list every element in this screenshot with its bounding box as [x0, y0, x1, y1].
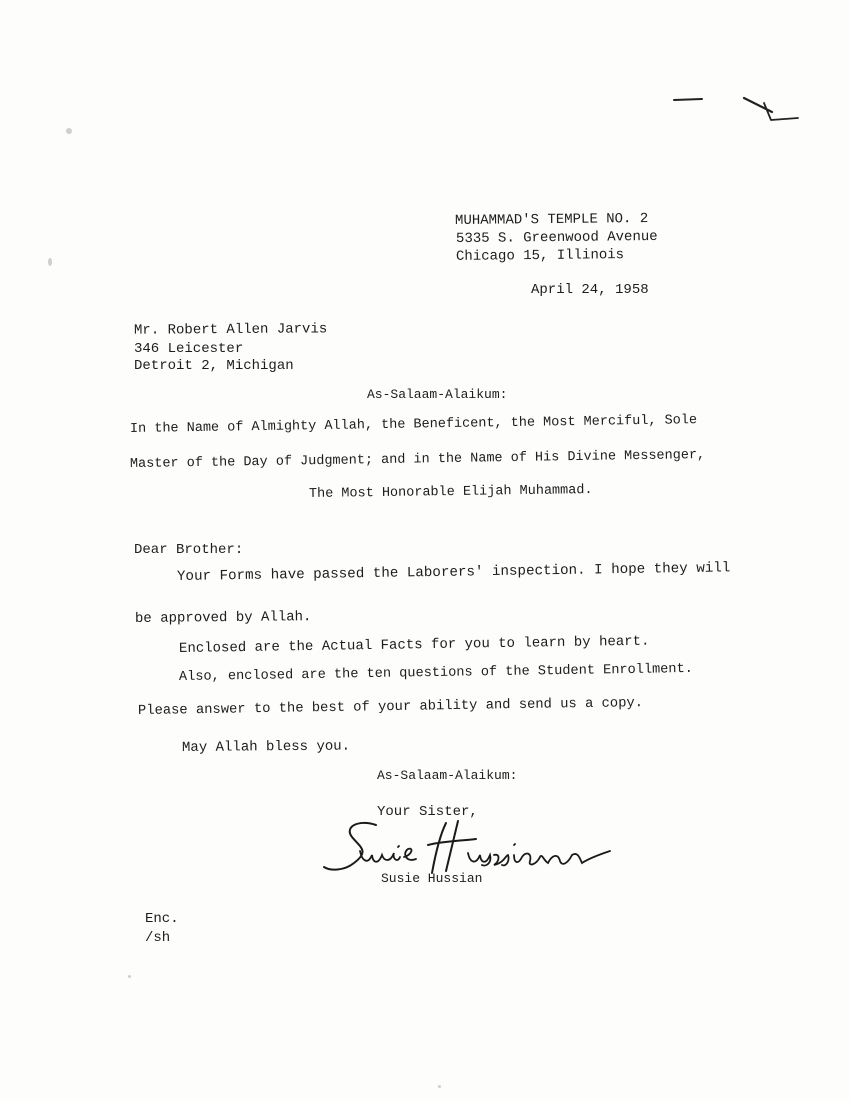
closing-valediction: Your Sister, — [377, 804, 478, 820]
invocation-line-3: The Most Honorable Elijah Muhammad. — [308, 483, 593, 502]
body-p1-line-1: Your Forms have passed the Laborers' inspection. I hope they will — [176, 560, 731, 585]
body-p3-line-1: Also, enclosed are the ten questions of the Student Enrollment. — [178, 661, 693, 685]
letterhead-city: Chicago 15, Illinois — [455, 247, 625, 265]
typist-initials: /sh — [145, 930, 171, 946]
recipient-name: Mr. Robert Allen Jarvis — [133, 321, 328, 339]
recipient-city: Detroit 2, Michigan — [134, 358, 294, 374]
body-p1-line-2: be approved by Allah. — [134, 609, 312, 627]
body-p4: May Allah bless you. — [181, 738, 351, 756]
letterhead-street: 5335 S. Greenwood Avenue — [455, 228, 658, 248]
body-p3-line-2: Please answer to the best of your ability and send us a copy. — [137, 696, 644, 719]
letterhead-name: MUHAMMAD'S TEMPLE NO. 2 — [454, 210, 649, 230]
closing-greeting: As-Salaam-Alaikum: — [377, 768, 518, 783]
invocation-line-2: Master of the Day of Judgment; and in the Name of His Divine Messenger, — [129, 447, 706, 472]
pen-mark-icon — [668, 90, 803, 125]
scan-speck — [48, 258, 52, 266]
body-p2: Enclosed are the Actual Facts for you to learn by heart. — [178, 633, 650, 657]
invocation-line-1: In the Name of Almighty Allah, the Beneficent, the Most Merciful, Sole — [129, 413, 698, 437]
greeting-top: As-Salaam-Alaikum: — [367, 387, 508, 402]
scan-speck — [438, 1085, 441, 1088]
enclosure-note: Enc. — [145, 911, 179, 927]
scan-speck — [128, 975, 131, 978]
scan-speck — [66, 128, 72, 134]
typed-name: Susie Hussian — [381, 871, 483, 886]
salutation: Dear Brother: — [134, 542, 244, 558]
letter-date: April 24, 1958 — [531, 282, 649, 298]
recipient-street: 346 Leicester — [134, 341, 244, 357]
